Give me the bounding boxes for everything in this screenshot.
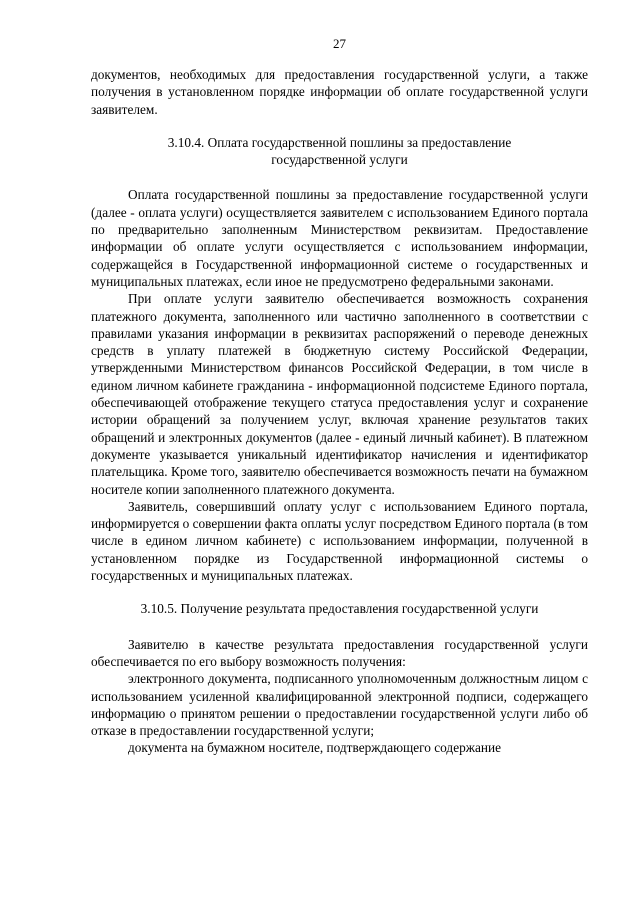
section-body-3-10-5 [91,636,588,757]
paragraph: Заявителю в качестве результата предоставления государственной услуги обеспечивается по его выбору возможность получения: [91,636,588,669]
intro-paragraph: документов, необходимых для предоставления государственной услуги, а также получения в установленном порядке информации об оплате государственной услуги заявителем. [91,67,588,117]
paragraph: Заявитель, совершивший оплату услуг с использованием Единого портала, информируется о совершении факта оплаты услуг посредством Единого портала (в том числе в едином личном кабинете) с использованием информации, полученной в установленном порядке из Государственной информационной системы о государственных и муниципальных платежах. [91,498,588,584]
document-page [91,36,588,757]
paragraph: При оплате услуги заявителю обеспечивается возможность сохранения платежного документа, заполненного или частично заполненного в соответствии с правилами указания информации в реквизитах распоряжений о переводе денежных средств в уплату платежей в бюджетную систему Российской Федерации, утвержденными Министерством финансов Российской Федерации, в том числе в едином личном кабинете гражданина - информационной подсистеме Единого портала, обеспечивающей отображение текущего статуса предоставления услуг и сохранение истории обращений за получением услуг, включая хранение результатов таких обращений и электронных документов (далее - единый личный кабинет). В платежном документе указывается уникальный идентификатор начисления и идентификатор плательщика. Кроме того, заявителю обеспечивается возможность печати на бумажном носителе копии заполненного платежного документа. [91,291,588,497]
page-number: 27 [333,36,346,51]
paragraph: Оплата государственной пошлины за предоставление государственной услуги (далее - оплата услуги) осуществляется заявителем с использованием Единого портала по предварительно заполненным Министерством реквизитам. Предоставление информации об оплате услуги осуществляется с использованием информации, содержащейся в Государственной информационной системе о государственных и муниципальных платежах, если иное не предусмотрено федеральными законами. [91,187,588,289]
section-heading-3-10-4: 3.10.4. Оплата государственной пошлины за предоставление государственной услуги [167,134,512,168]
paragraph: электронного документа, подписанного уполномоченным должностным лицом с использованием усиленной квалифицированной электронной подписи, содержащего информацию о принятом решении о предоставлении государственной услуги либо об отказе в предоставлении государственной услуги; [91,671,588,739]
paragraph: документа на бумажном носителе, подтверждающего содержание [128,740,501,756]
section-body-3-10-4 [91,186,588,584]
section-heading-3-10-5: 3.10.5. Получение результата предоставления государственной услуги [140,601,539,617]
